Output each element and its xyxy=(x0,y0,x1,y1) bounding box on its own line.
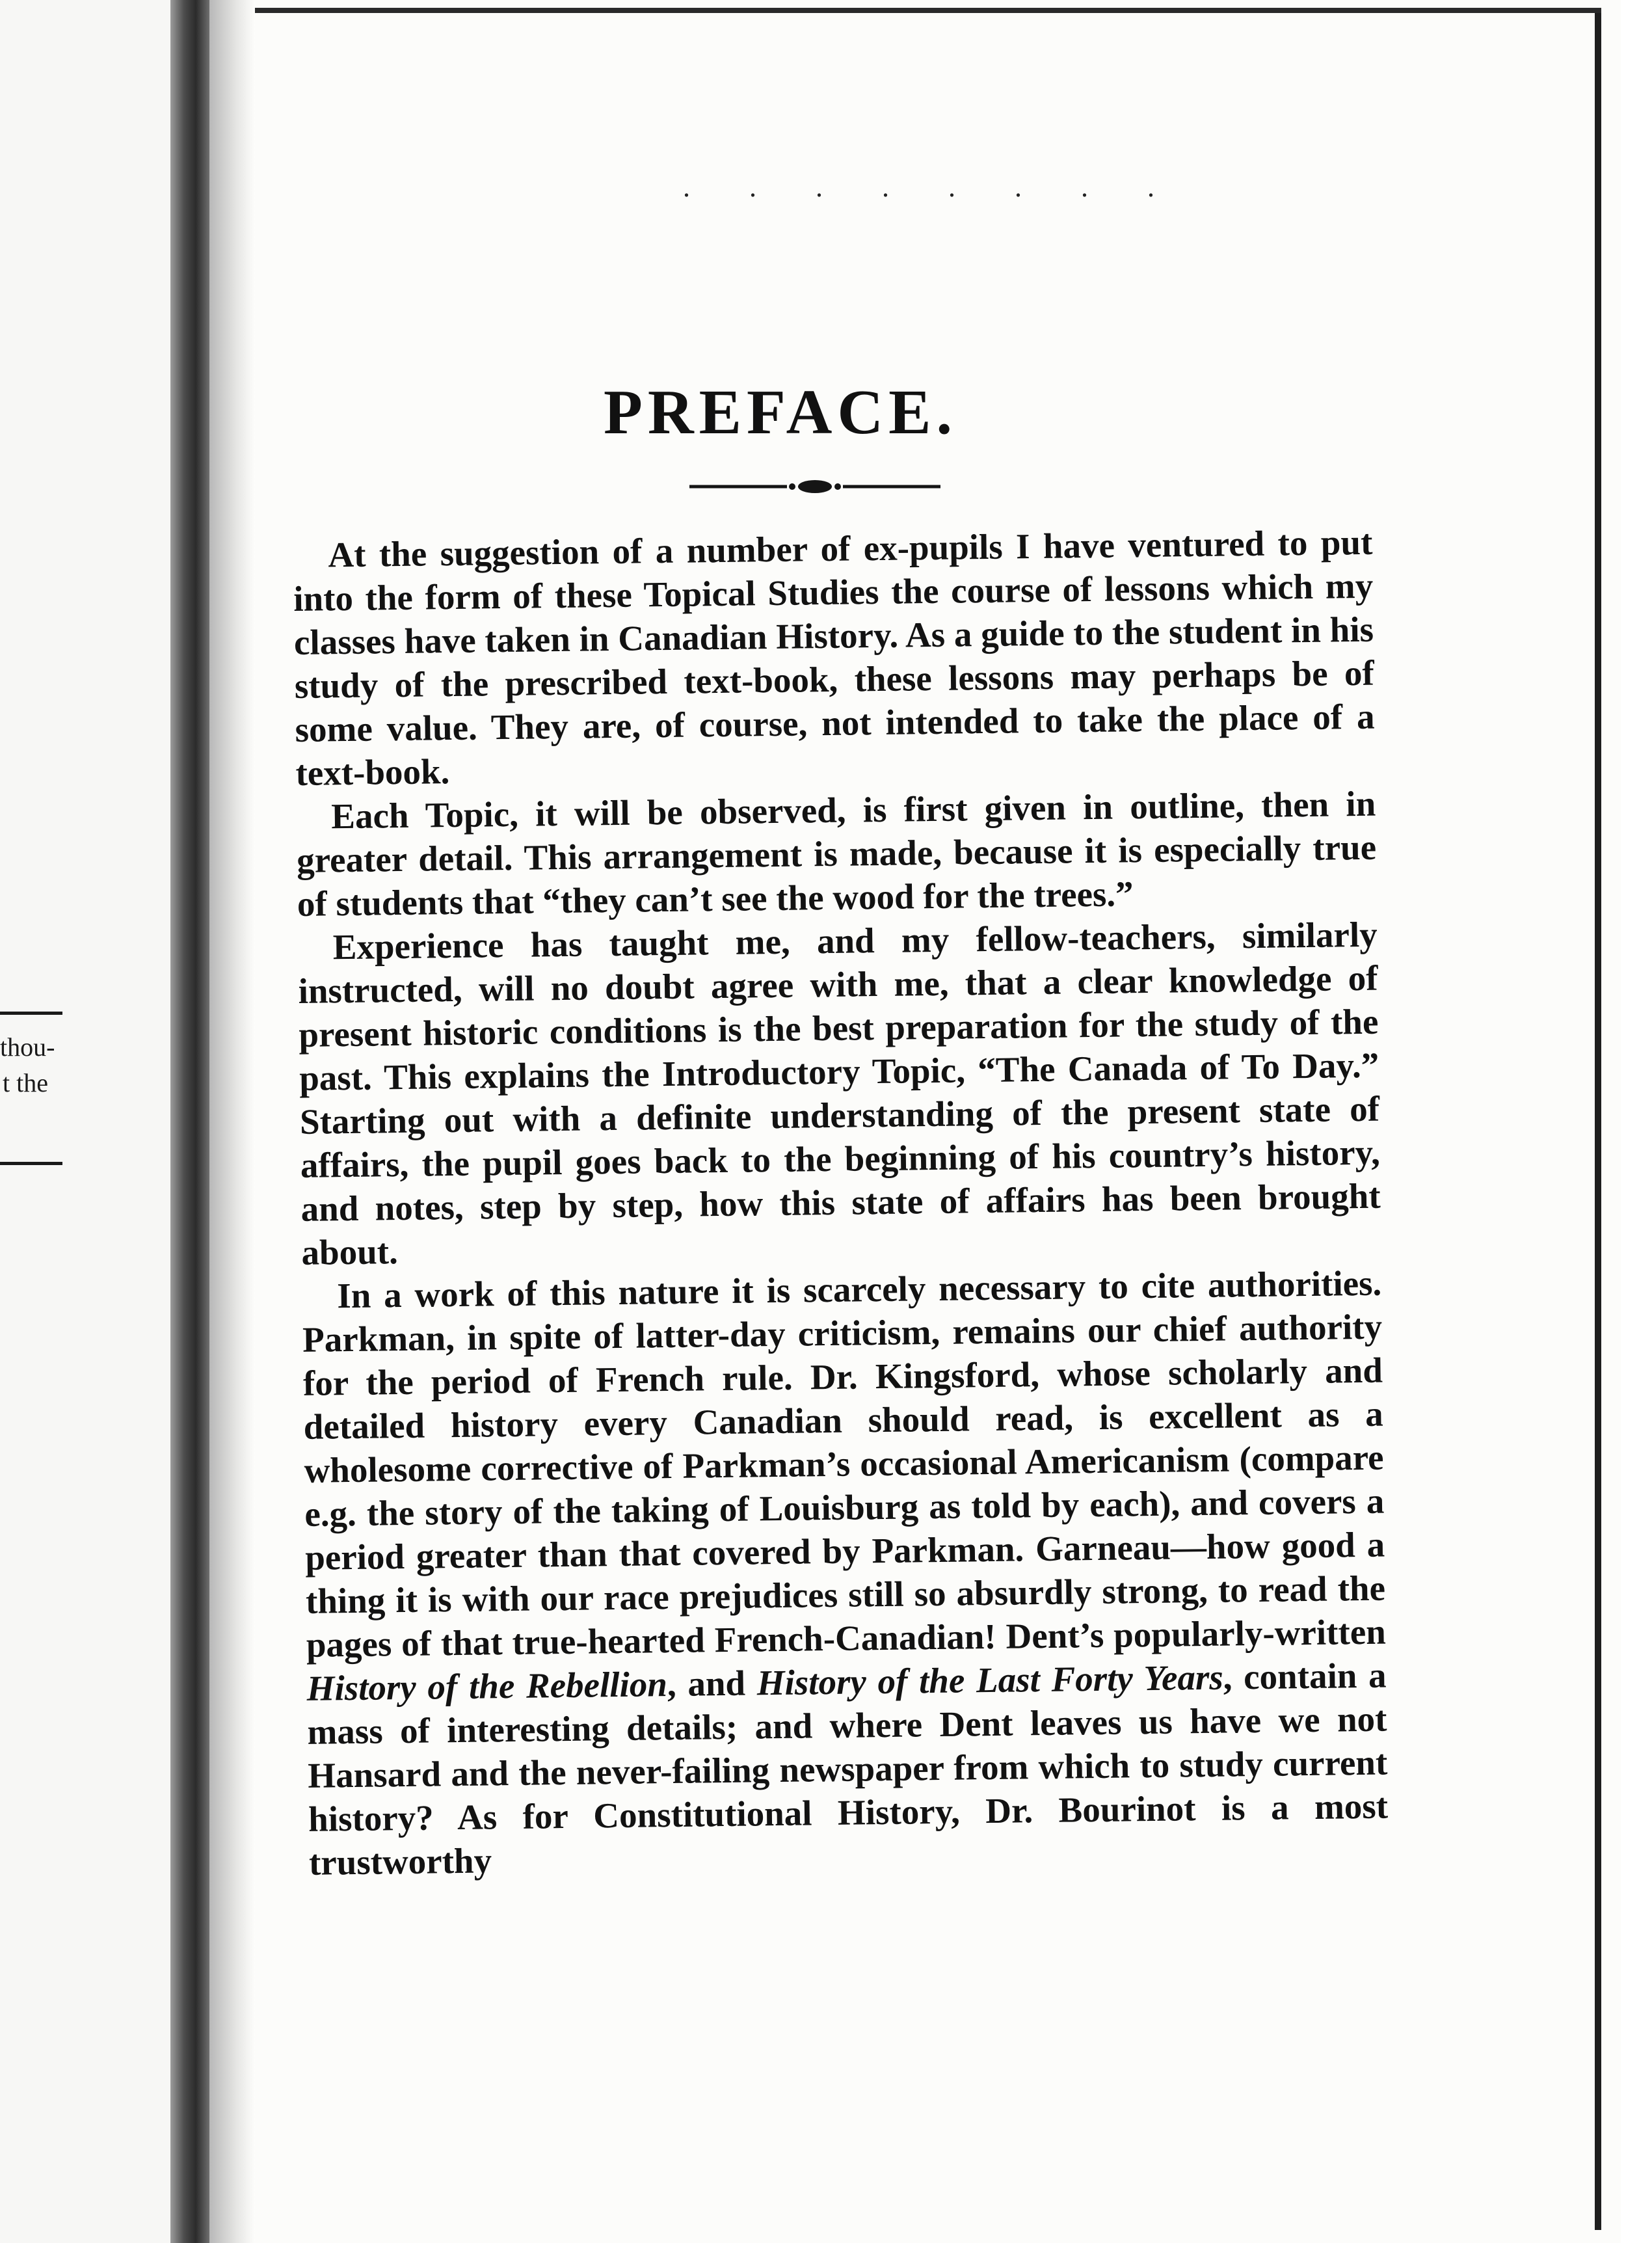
left-page-text-line-2: t the xyxy=(3,1068,48,1097)
book-title-history-of-rebellion: History of the Rebellion xyxy=(306,1664,668,1708)
page-right-margin xyxy=(1621,0,1652,2243)
paragraph-4-text-middle: , and xyxy=(667,1663,758,1704)
preface-paragraph-3: Experience has taught me, and my fellow-teachers, similarly instructed, will no doubt agree with me, that a clear knowledge of present historic conditions is the best preparation for the study of the past. This explains the Introductory Topic, “The Canada of To Day.” Starting out with a definite understanding of the present state of affairs, the pupil goes back to the beginning of his country’s history, and notes, step by step, how this state of affairs has been brought about. xyxy=(298,914,1381,1272)
book-gutter-fade xyxy=(209,0,255,2243)
book-title-last-forty-years: History of the Last Forty Years xyxy=(756,1657,1224,1703)
preface-body xyxy=(293,520,1389,1885)
ornament-divider-icon xyxy=(689,474,940,500)
page-right-border xyxy=(1595,13,1601,2230)
preface-title: PREFACE. xyxy=(604,377,957,448)
book-gutter-shadow xyxy=(170,0,209,2243)
page-top-border xyxy=(255,8,1601,13)
left-page-fragment xyxy=(0,0,170,2243)
running-head-marks: . . . . . . . . xyxy=(683,171,1180,203)
preface-paragraph-1: At the suggestion of a number of ex-pupils I have ventured to put into the form of these Topical Studies the course of lessons which my classes have taken in Canadian History. As a guide to the student in his study of the prescribed text-book, these lessons may perhaps be of some value. They are, of course, not intended to take the place of a text-book. xyxy=(293,522,1375,793)
left-page-rule-bottom xyxy=(0,1162,62,1165)
page-title xyxy=(0,376,1613,449)
paragraph-4-text-start: In a work of this nature it is scarcely necessary to cite authorities. Parkman, in spite of latter-day criticism, remains our chief authority for the period of French rule. Dr. Kingsford, whose scholarly and detailed history every Canadian should read, is excellent as a wholesome corrective of Parkman’s occasional Americanism (compare e.g. the story of the taking of Louisburg as told by each), and covers a period greater than that covered by Parkman. Garneau—how good a thing it is with our race prejudices still so absurdly strong, to read the pages of that true-hearted French-Canadian! Dent’s popularly-written xyxy=(302,1263,1387,1665)
left-page-text-line-1: thou- xyxy=(0,1032,55,1062)
left-page-rule-top xyxy=(0,1012,62,1015)
preface-paragraph-4 xyxy=(302,1261,1389,1885)
preface-paragraph-2: Each Topic, it will be observed, is first given in outline, then in greater detail. This arrangement is made, because it is especially true of students that “they can’t see the wood for the trees.” xyxy=(296,783,1377,924)
paragraph-4-text-end: , contain a mass of interesting details; and where Dent leaves us have we not Hansard and the never-failing newspaper from which to study current history? As for Constitutional History, Dr. Bourinot is a most trustworthy xyxy=(307,1655,1389,1883)
